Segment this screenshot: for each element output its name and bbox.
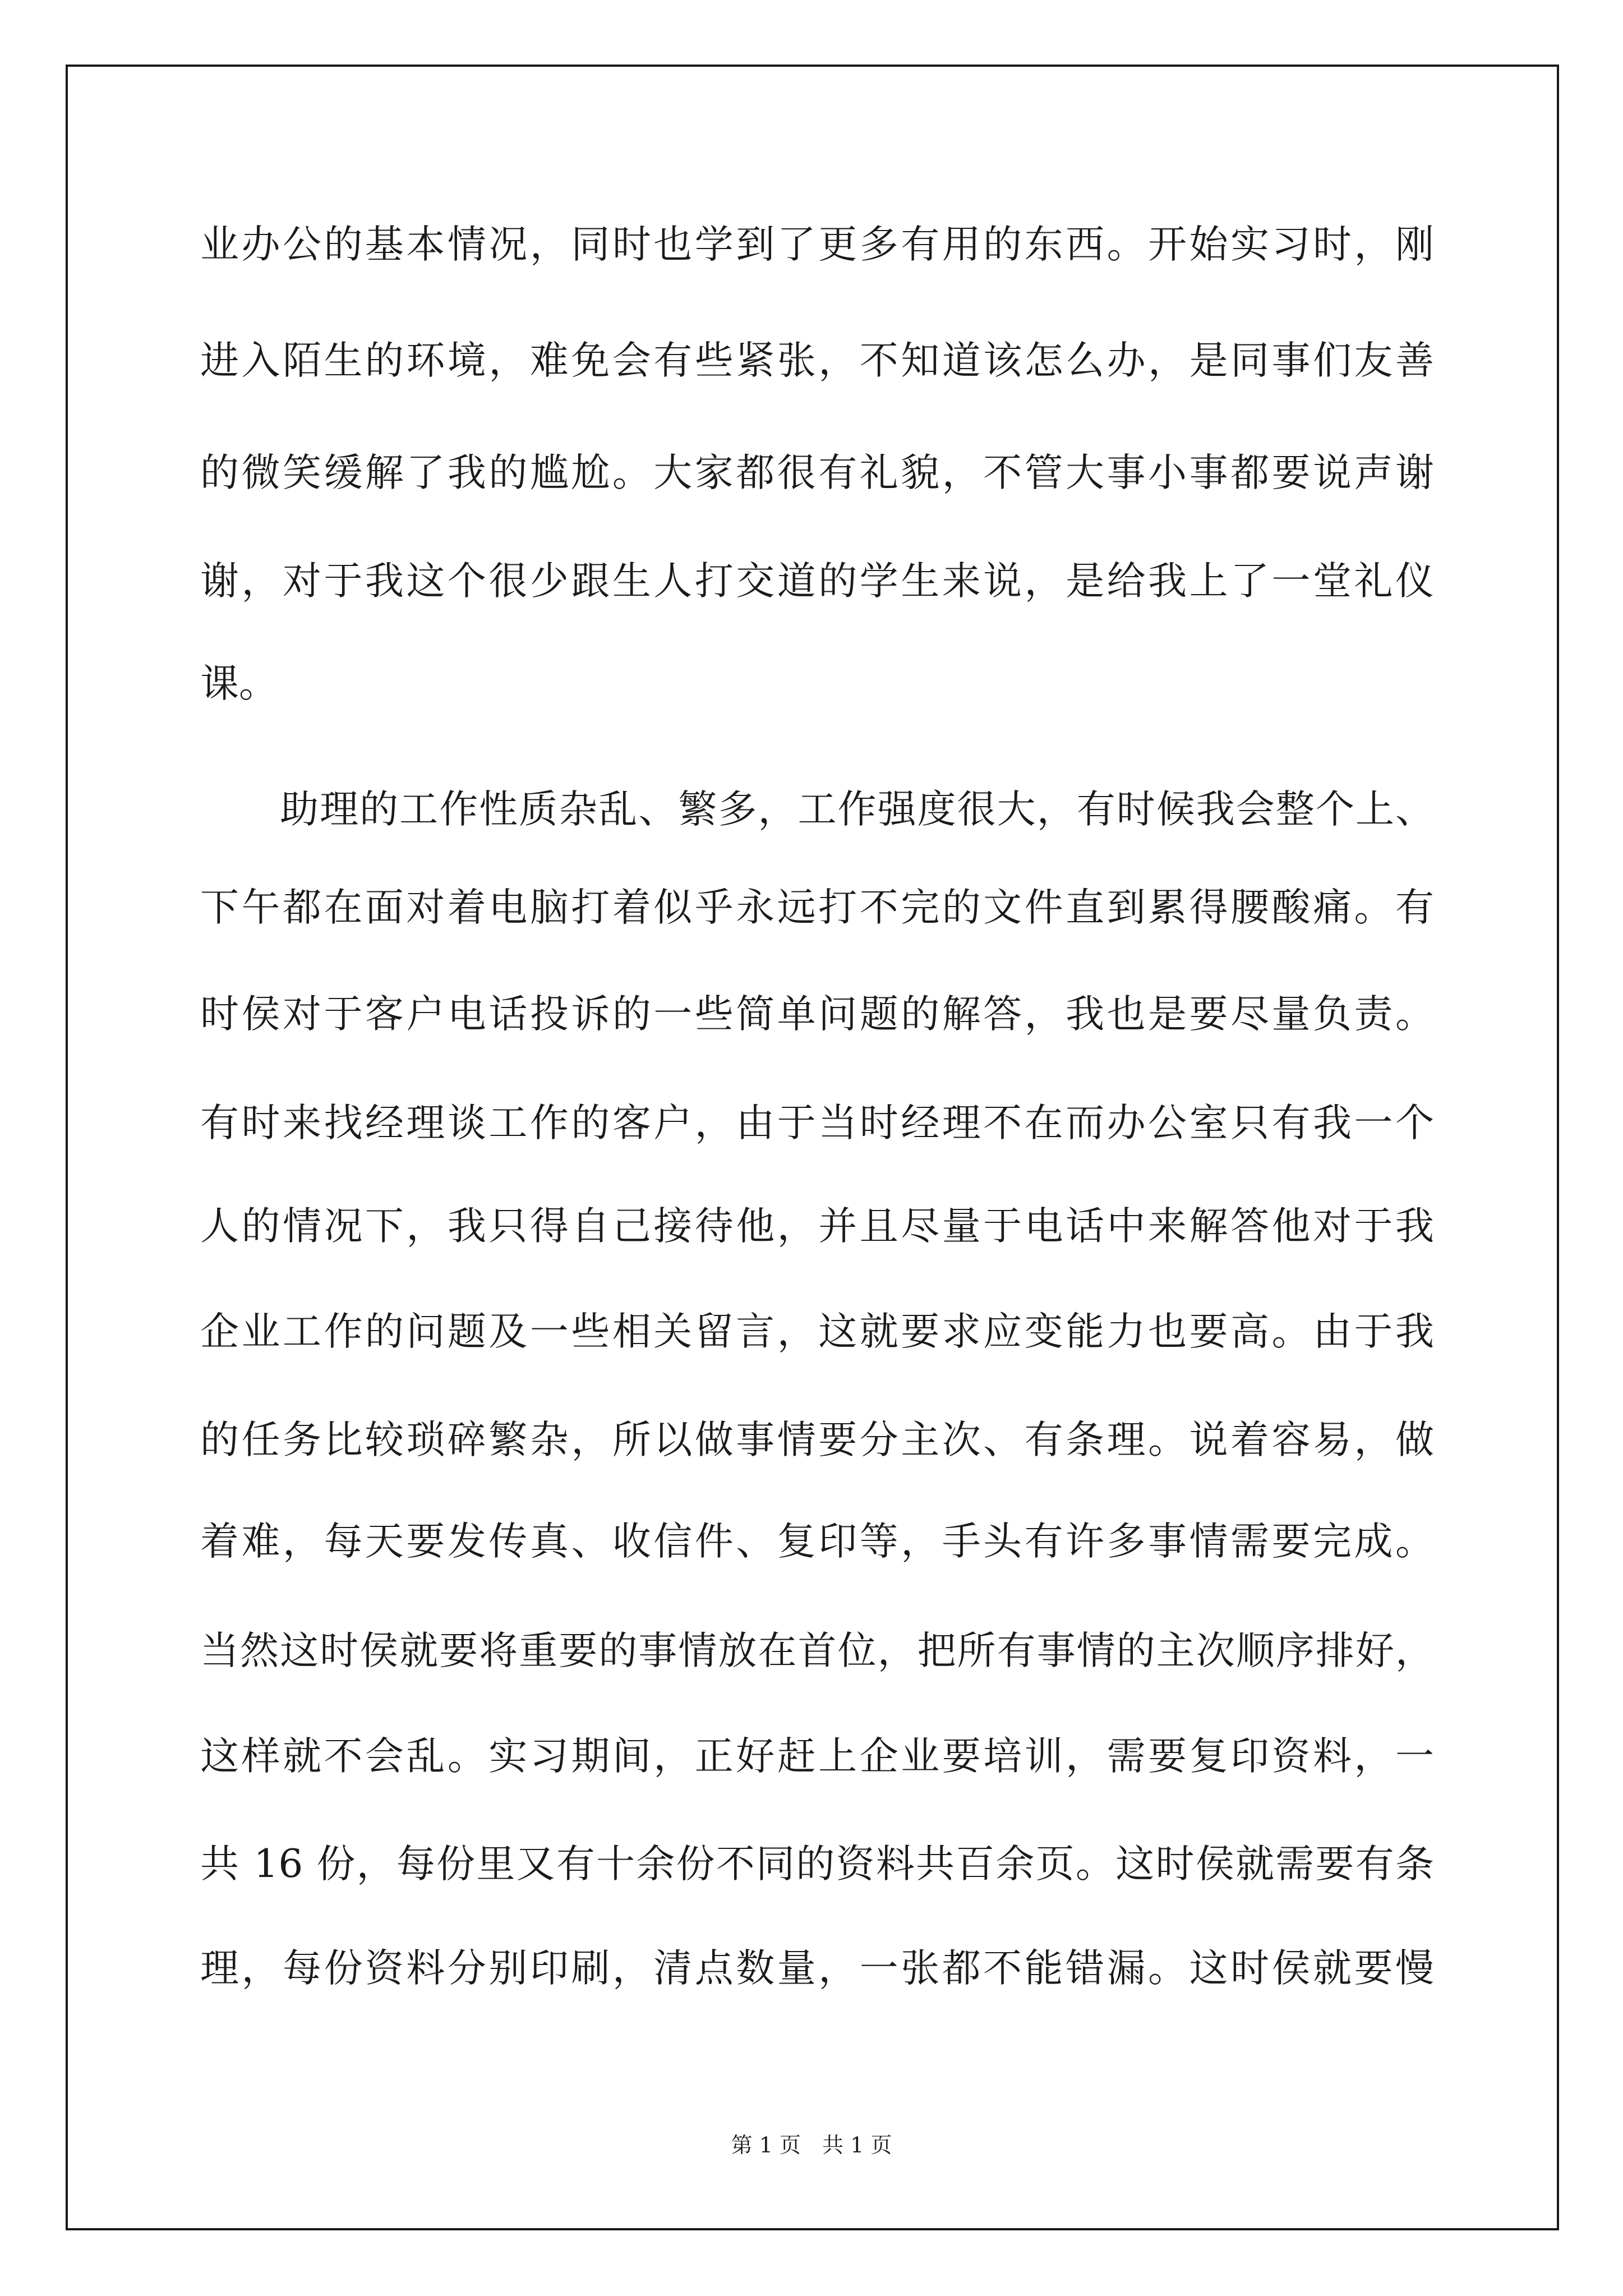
text-line: 着难，每天要发传真、收信件、复印等，手头有许多事情需要完成。	[200, 1519, 1434, 1564]
text-line: 下午都在面对着电脑打着似乎永远打不完的文件直到累得腰酸痛。有	[200, 885, 1434, 930]
text-line: 业办公的基本情况，同时也学到了更多有用的东西。开始实习时，刚	[200, 222, 1434, 267]
text-line: 理，每份资料分别印刷，清点数量，一张都不能错漏。这时侯就要慢	[200, 1946, 1434, 1991]
text-line: 课。	[200, 661, 278, 706]
text-line: 时侯对于客户电话投诉的一些简单问题的解答，我也是要尽量负责。	[200, 992, 1434, 1037]
text-line: 的任务比较琐碎繁杂，所以做事情要分主次、有条理。说着容易，做	[200, 1418, 1434, 1462]
text-line: 的微笑缓解了我的尴尬。大家都很有礼貌，不管大事小事都要说声谢	[200, 450, 1434, 495]
text-line: 这样就不会乱。实习期间，正好赶上企业要培训，需要复印资料，一	[200, 1734, 1434, 1779]
text-line: 人的情况下，我只得自己接待他，并且尽量于电话中来解答他对于我	[200, 1204, 1434, 1249]
text-line: 有时来找经理谈工作的客户，由于当时经理不在而办公室只有我一个	[200, 1101, 1434, 1145]
text-line: 进入陌生的环境，难免会有些紧张，不知道该怎么办，是同事们友善	[200, 338, 1434, 383]
page-number: 第 1 页 共 1 页	[731, 2133, 892, 2157]
text-line: 助理的工作性质杂乱、繁多，工作强度很大，有时候我会整个上、	[200, 787, 1434, 832]
text-line: 谢，对于我这个很少跟生人打交道的学生来说，是给我上了一堂礼仪	[200, 559, 1434, 604]
text-line: 共 16 份，每份里又有十余份不同的资料共百余页。这时侯就需要有条	[200, 1842, 1434, 1887]
text-line: 企业工作的问题及一些相关留言，这就要求应变能力也要高。由于我	[200, 1309, 1434, 1354]
text-line: 当然这时侯就要将重要的事情放在首位，把所有事情的主次顺序排好，	[200, 1628, 1434, 1673]
page-border	[66, 65, 1559, 2230]
